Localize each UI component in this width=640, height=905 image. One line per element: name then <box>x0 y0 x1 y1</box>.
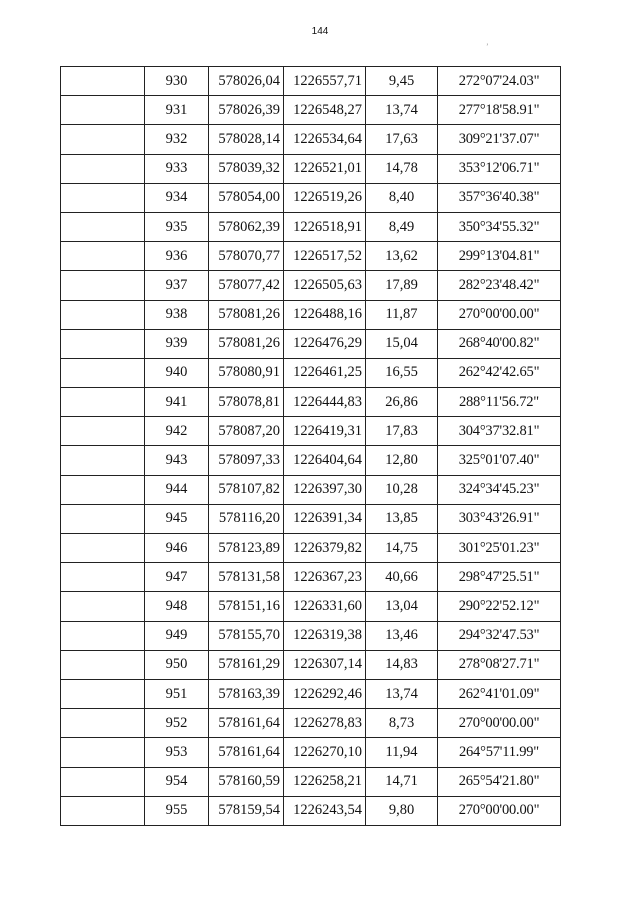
length-cell: 9,45 <box>366 67 438 96</box>
length-cell: 16,55 <box>366 358 438 387</box>
x-coordinate-cell: 578054,00 <box>209 183 284 212</box>
x-coordinate-cell: 578028,14 <box>209 125 284 154</box>
point-number-cell: 936 <box>145 242 209 271</box>
table-row <box>61 125 561 154</box>
length-cell: 40,66 <box>366 563 438 592</box>
y-coordinate-cell: 1226243,54 <box>284 796 366 825</box>
bearing-cell: 357°36'40.38" <box>438 183 561 212</box>
bearing-cell: 350°34'55.32" <box>438 212 561 241</box>
point-number-cell: 934 <box>145 183 209 212</box>
table-row <box>61 242 561 271</box>
y-coordinate-cell: 1226379,82 <box>284 534 366 563</box>
y-coordinate-cell: 1226258,21 <box>284 767 366 796</box>
blank-cell <box>61 679 145 708</box>
length-cell: 17,63 <box>366 125 438 154</box>
point-number-cell: 942 <box>145 417 209 446</box>
blank-cell <box>61 621 145 650</box>
x-coordinate-cell: 578026,39 <box>209 96 284 125</box>
length-cell: 11,94 <box>366 738 438 767</box>
bearing-cell: 294°32'47.53" <box>438 621 561 650</box>
point-number-cell: 952 <box>145 709 209 738</box>
point-number-cell: 939 <box>145 329 209 358</box>
length-cell: 14,71 <box>366 767 438 796</box>
length-cell: 17,83 <box>366 417 438 446</box>
bearing-cell: 278°08'27.71" <box>438 650 561 679</box>
blank-cell <box>61 475 145 504</box>
table-row <box>61 504 561 533</box>
point-number-cell: 935 <box>145 212 209 241</box>
point-number-cell: 931 <box>145 96 209 125</box>
table-row <box>61 96 561 125</box>
x-coordinate-cell: 578107,82 <box>209 475 284 504</box>
blank-cell <box>61 96 145 125</box>
point-number-cell: 933 <box>145 154 209 183</box>
scan-mark: ʼ <box>486 42 489 51</box>
length-cell: 13,62 <box>366 242 438 271</box>
bearing-cell: 299°13'04.81" <box>438 242 561 271</box>
x-coordinate-cell: 578039,32 <box>209 154 284 183</box>
point-number-cell: 948 <box>145 592 209 621</box>
x-coordinate-cell: 578062,39 <box>209 212 284 241</box>
y-coordinate-cell: 1226518,91 <box>284 212 366 241</box>
x-coordinate-cell: 578078,81 <box>209 388 284 417</box>
point-number-cell: 951 <box>145 679 209 708</box>
bearing-cell: 301°25'01.23" <box>438 534 561 563</box>
table-row <box>61 592 561 621</box>
y-coordinate-cell: 1226534,64 <box>284 125 366 154</box>
length-cell: 26,86 <box>366 388 438 417</box>
length-cell: 13,74 <box>366 96 438 125</box>
point-number-cell: 941 <box>145 388 209 417</box>
blank-cell <box>61 592 145 621</box>
bearing-cell: 298°47'25.51" <box>438 563 561 592</box>
bearing-cell: 290°22'52.12" <box>438 592 561 621</box>
y-coordinate-cell: 1226367,23 <box>284 563 366 592</box>
bearing-cell: 262°42'42.65" <box>438 358 561 387</box>
blank-cell <box>61 446 145 475</box>
y-coordinate-cell: 1226319,38 <box>284 621 366 650</box>
y-coordinate-cell: 1226270,10 <box>284 738 366 767</box>
y-coordinate-cell: 1226521,01 <box>284 154 366 183</box>
table-row <box>61 621 561 650</box>
blank-cell <box>61 300 145 329</box>
table-row <box>61 446 561 475</box>
x-coordinate-cell: 578077,42 <box>209 271 284 300</box>
blank-cell <box>61 738 145 767</box>
x-coordinate-cell: 578081,26 <box>209 329 284 358</box>
length-cell: 8,73 <box>366 709 438 738</box>
bearing-cell: 270°00'00.00" <box>438 796 561 825</box>
y-coordinate-cell: 1226461,25 <box>284 358 366 387</box>
blank-cell <box>61 358 145 387</box>
blank-cell <box>61 271 145 300</box>
length-cell: 14,78 <box>366 154 438 183</box>
point-number-cell: 940 <box>145 358 209 387</box>
point-number-cell: 937 <box>145 271 209 300</box>
bearing-cell: 270°00'00.00" <box>438 709 561 738</box>
length-cell: 13,85 <box>366 504 438 533</box>
x-coordinate-cell: 578159,54 <box>209 796 284 825</box>
point-number-cell: 932 <box>145 125 209 154</box>
table-row <box>61 329 561 358</box>
table-row <box>61 738 561 767</box>
x-coordinate-cell: 578070,77 <box>209 242 284 271</box>
blank-cell <box>61 417 145 446</box>
bearing-cell: 265°54'21.80" <box>438 767 561 796</box>
bearing-cell: 304°37'32.81" <box>438 417 561 446</box>
blank-cell <box>61 242 145 271</box>
y-coordinate-cell: 1226307,14 <box>284 650 366 679</box>
table-row <box>61 212 561 241</box>
point-number-cell: 947 <box>145 563 209 592</box>
length-cell: 17,89 <box>366 271 438 300</box>
y-coordinate-cell: 1226505,63 <box>284 271 366 300</box>
x-coordinate-cell: 578116,20 <box>209 504 284 533</box>
bearing-cell: 303°43'26.91" <box>438 504 561 533</box>
table-row <box>61 796 561 825</box>
point-number-cell: 949 <box>145 621 209 650</box>
table-row <box>61 183 561 212</box>
table-row <box>61 563 561 592</box>
length-cell: 15,04 <box>366 329 438 358</box>
table-row <box>61 358 561 387</box>
table-row <box>61 767 561 796</box>
table-row <box>61 679 561 708</box>
length-cell: 12,80 <box>366 446 438 475</box>
length-cell: 9,80 <box>366 796 438 825</box>
blank-cell <box>61 183 145 212</box>
x-coordinate-cell: 578160,59 <box>209 767 284 796</box>
y-coordinate-cell: 1226278,83 <box>284 709 366 738</box>
x-coordinate-cell: 578087,20 <box>209 417 284 446</box>
length-cell: 13,74 <box>366 679 438 708</box>
bearing-cell: 277°18'58.91" <box>438 96 561 125</box>
y-coordinate-cell: 1226557,71 <box>284 67 366 96</box>
bearing-cell: 353°12'06.71" <box>438 154 561 183</box>
point-number-cell: 938 <box>145 300 209 329</box>
length-cell: 13,46 <box>366 621 438 650</box>
table-row <box>61 300 561 329</box>
bearing-cell: 268°40'00.82" <box>438 329 561 358</box>
table-row <box>61 534 561 563</box>
table-row <box>61 475 561 504</box>
bearing-cell: 309°21'37.07" <box>438 125 561 154</box>
y-coordinate-cell: 1226331,60 <box>284 592 366 621</box>
blank-cell <box>61 563 145 592</box>
x-coordinate-cell: 578080,91 <box>209 358 284 387</box>
y-coordinate-cell: 1226292,46 <box>284 679 366 708</box>
x-coordinate-cell: 578081,26 <box>209 300 284 329</box>
x-coordinate-cell: 578161,64 <box>209 709 284 738</box>
bearing-cell: 288°11'56.72" <box>438 388 561 417</box>
point-number-cell: 944 <box>145 475 209 504</box>
blank-cell <box>61 212 145 241</box>
table-row <box>61 709 561 738</box>
y-coordinate-cell: 1226519,26 <box>284 183 366 212</box>
page-number: 144 <box>311 26 329 37</box>
blank-cell <box>61 709 145 738</box>
x-coordinate-cell: 578161,64 <box>209 738 284 767</box>
x-coordinate-cell: 578097,33 <box>209 446 284 475</box>
length-cell: 14,75 <box>366 534 438 563</box>
bearing-cell: 262°41'01.09" <box>438 679 561 708</box>
y-coordinate-cell: 1226488,16 <box>284 300 366 329</box>
y-coordinate-cell: 1226476,29 <box>284 329 366 358</box>
blank-cell <box>61 650 145 679</box>
y-coordinate-cell: 1226517,52 <box>284 242 366 271</box>
x-coordinate-cell: 578151,16 <box>209 592 284 621</box>
table-row <box>61 67 561 96</box>
blank-cell <box>61 67 145 96</box>
point-number-cell: 954 <box>145 767 209 796</box>
blank-cell <box>61 504 145 533</box>
bearing-cell: 325°01'07.40" <box>438 446 561 475</box>
point-number-cell: 953 <box>145 738 209 767</box>
table-row <box>61 388 561 417</box>
blank-cell <box>61 329 145 358</box>
x-coordinate-cell: 578123,89 <box>209 534 284 563</box>
bearing-cell: 270°00'00.00" <box>438 300 561 329</box>
table-row <box>61 154 561 183</box>
blank-cell <box>61 767 145 796</box>
length-cell: 11,87 <box>366 300 438 329</box>
y-coordinate-cell: 1226397,30 <box>284 475 366 504</box>
length-cell: 13,04 <box>366 592 438 621</box>
bearing-cell: 264°57'11.99" <box>438 738 561 767</box>
blank-cell <box>61 796 145 825</box>
point-number-cell: 930 <box>145 67 209 96</box>
bearing-cell: 324°34'45.23" <box>438 475 561 504</box>
x-coordinate-cell: 578026,04 <box>209 67 284 96</box>
length-cell: 8,40 <box>366 183 438 212</box>
blank-cell <box>61 388 145 417</box>
x-coordinate-cell: 578131,58 <box>209 563 284 592</box>
coordinates-table <box>60 66 561 826</box>
x-coordinate-cell: 578155,70 <box>209 621 284 650</box>
length-cell: 14,83 <box>366 650 438 679</box>
y-coordinate-cell: 1226419,31 <box>284 417 366 446</box>
bearing-cell: 272°07'24.03" <box>438 67 561 96</box>
y-coordinate-cell: 1226391,34 <box>284 504 366 533</box>
blank-cell <box>61 534 145 563</box>
blank-cell <box>61 125 145 154</box>
y-coordinate-cell: 1226404,64 <box>284 446 366 475</box>
point-number-cell: 946 <box>145 534 209 563</box>
length-cell: 10,28 <box>366 475 438 504</box>
point-number-cell: 945 <box>145 504 209 533</box>
table-row <box>61 650 561 679</box>
point-number-cell: 950 <box>145 650 209 679</box>
y-coordinate-cell: 1226548,27 <box>284 96 366 125</box>
x-coordinate-cell: 578161,29 <box>209 650 284 679</box>
x-coordinate-cell: 578163,39 <box>209 679 284 708</box>
length-cell: 8,49 <box>366 212 438 241</box>
table-row <box>61 417 561 446</box>
coordinates-table-body <box>61 67 561 826</box>
point-number-cell: 955 <box>145 796 209 825</box>
y-coordinate-cell: 1226444,83 <box>284 388 366 417</box>
blank-cell <box>61 154 145 183</box>
point-number-cell: 943 <box>145 446 209 475</box>
bearing-cell: 282°23'48.42" <box>438 271 561 300</box>
table-row <box>61 271 561 300</box>
